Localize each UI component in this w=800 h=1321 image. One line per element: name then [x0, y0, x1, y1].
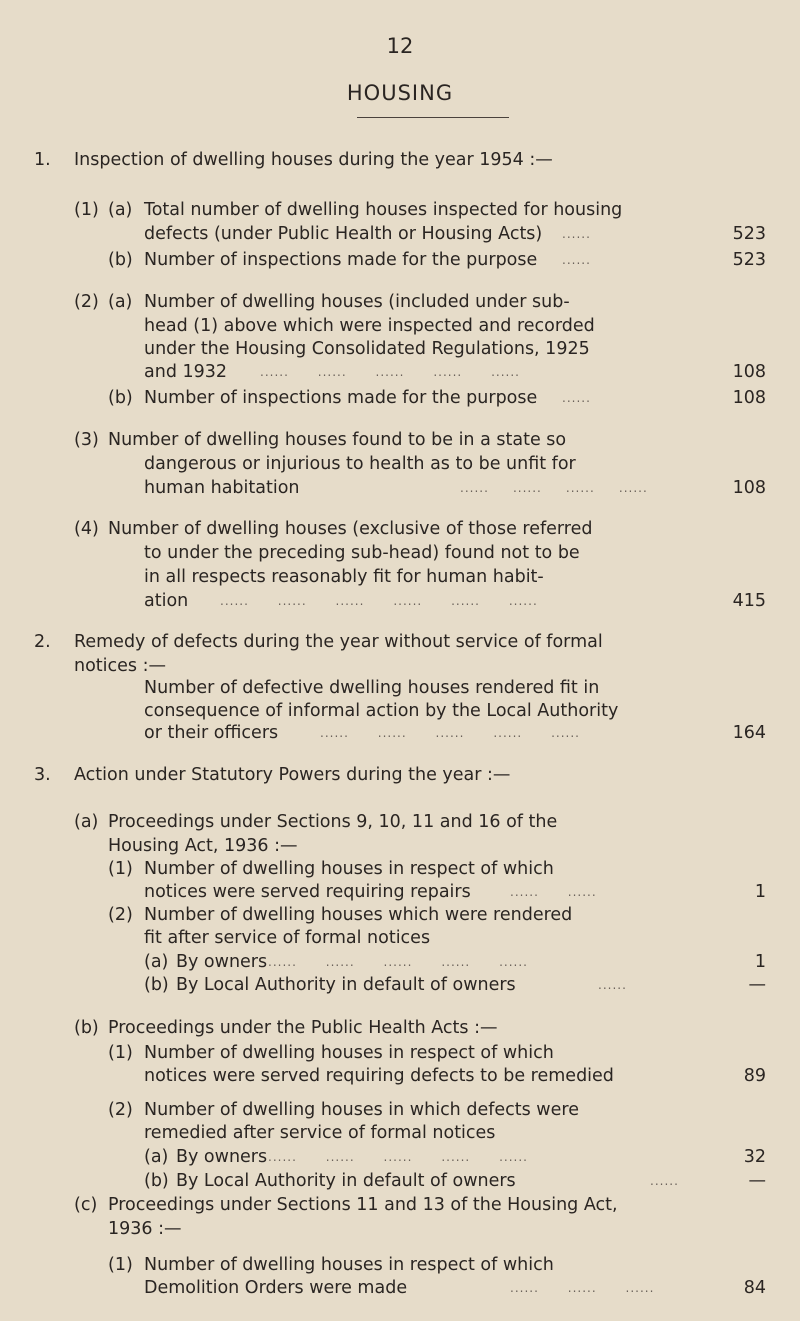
- item-value: 89: [743, 1066, 766, 1086]
- leader-dots: ...... ...... ...... ...... ......: [268, 1150, 528, 1164]
- item-label: (b): [144, 975, 169, 995]
- item-text: Number of dwelling houses which were rendered: [144, 905, 573, 925]
- item-label: (1): [108, 1255, 133, 1275]
- leader-dots: ...... ...... ......: [510, 1281, 655, 1295]
- leader-dots: ...... ...... ...... ...... ......: [260, 365, 520, 379]
- leader-dots: ...... ...... ...... ......: [460, 481, 648, 495]
- item-value: 1: [754, 882, 766, 902]
- item-label: (1): [74, 200, 99, 220]
- item-label: (a): [74, 812, 99, 832]
- item-text: Housing Act, 1936 :—: [108, 836, 298, 856]
- item-text: By Local Authority in default of owners: [176, 975, 516, 995]
- item-text: Number of inspections made for the purpose: [144, 388, 538, 408]
- item-text: ation: [144, 591, 189, 611]
- leader-dots: ......: [650, 1174, 679, 1188]
- item-label: (2): [108, 905, 133, 925]
- item-text: Number of dwelling houses (included under sub-: [144, 292, 570, 312]
- title-underline: [357, 117, 509, 118]
- item-label: (3): [74, 430, 99, 450]
- item-text: Number of dwelling houses found to be in a state so: [108, 430, 567, 450]
- item-text: Proceedings under Sections 9, 10, 11 and 16 of the: [108, 812, 558, 832]
- item-text: dangerous or injurious to health as to be unfit for: [144, 454, 576, 474]
- leader-dots: ......: [562, 253, 591, 267]
- item-text: By owners: [176, 952, 268, 972]
- section-number: 1.: [34, 150, 51, 170]
- item-text: By owners: [176, 1147, 268, 1167]
- item-label: (1): [108, 859, 133, 879]
- item-text: 1936 :—: [108, 1219, 182, 1239]
- item-value: 32: [743, 1147, 766, 1167]
- section-heading: Action under Statutory Powers during the year :—: [74, 765, 511, 785]
- item-text: in all respects reasonably fit for human habit-: [144, 567, 544, 587]
- item-label: (2): [74, 292, 99, 312]
- leader-dots: ...... ......: [510, 885, 597, 899]
- item-value: 108: [732, 388, 766, 408]
- item-text: Number of dwelling houses in respect of which: [144, 1255, 554, 1275]
- item-text: Total number of dwelling houses inspected for housing: [144, 200, 623, 220]
- item-label: (b): [144, 1171, 169, 1191]
- section-heading: Inspection of dwelling houses during the year 1954 :—: [74, 150, 553, 170]
- item-text: notices were served requiring defects to be remedied: [144, 1066, 614, 1086]
- item-text: or their officers: [144, 723, 279, 743]
- item-text: head (1) above which were inspected and recorded: [144, 316, 595, 336]
- item-value: 415: [732, 591, 766, 611]
- item-text: fit after service of formal notices: [144, 928, 431, 948]
- item-value: 523: [732, 224, 766, 244]
- item-text: remedied after service of formal notices: [144, 1123, 496, 1143]
- item-value: 108: [732, 478, 766, 498]
- item-text: Demolition Orders were made: [144, 1278, 408, 1298]
- leader-dots: ...... ...... ...... ...... ...... ......: [220, 594, 538, 608]
- item-value: 1: [754, 952, 766, 972]
- item-text: Proceedings under Sections 11 and 13 of the Housing Act,: [108, 1195, 618, 1215]
- item-label: (b): [108, 388, 133, 408]
- item-label: (a): [108, 292, 133, 312]
- section-heading: Remedy of defects during the year without service of formal: [74, 632, 603, 652]
- item-label: (4): [74, 519, 99, 539]
- section-number: 3.: [34, 765, 51, 785]
- leader-dots: ...... ...... ...... ...... ......: [268, 955, 528, 969]
- item-text: under the Housing Consolidated Regulations, 1925: [144, 339, 590, 359]
- leader-dots: ......: [562, 227, 591, 241]
- item-label: (a): [144, 1147, 169, 1167]
- item-text: to under the preceding sub-head) found not to be: [144, 543, 580, 563]
- item-text: Number of dwelling houses in respect of which: [144, 1043, 554, 1063]
- section-number: 2.: [34, 632, 51, 652]
- leader-dots: ......: [562, 391, 591, 405]
- item-value: —: [748, 975, 766, 995]
- item-text: consequence of informal action by the Local Authority: [144, 701, 619, 721]
- item-value: —: [748, 1171, 766, 1191]
- item-text: Number of dwelling houses (exclusive of those referred: [108, 519, 593, 539]
- section-heading: notices :—: [74, 656, 166, 676]
- item-label: (a): [144, 952, 169, 972]
- page-number: 12: [386, 34, 414, 58]
- item-text: human habitation: [144, 478, 300, 498]
- item-text: By Local Authority in default of owners: [176, 1171, 516, 1191]
- item-text: Proceedings under the Public Health Acts :—: [108, 1018, 498, 1038]
- item-text: notices were served requiring repairs: [144, 882, 471, 902]
- item-text: defects (under Public Health or Housing Acts): [144, 224, 543, 244]
- item-value: 523: [732, 250, 766, 270]
- item-label: (a): [108, 200, 133, 220]
- item-label: (b): [74, 1018, 99, 1038]
- page-title: HOUSING: [346, 81, 454, 105]
- item-value: 84: [743, 1278, 766, 1298]
- item-text: Number of inspections made for the purpose: [144, 250, 538, 270]
- item-label: (2): [108, 1100, 133, 1120]
- item-text: and 1932: [144, 362, 228, 382]
- item-text: Number of dwelling houses in which defects were: [144, 1100, 579, 1120]
- item-label: (c): [74, 1195, 98, 1215]
- leader-dots: ...... ...... ...... ...... ......: [320, 726, 580, 740]
- item-value: 164: [732, 723, 766, 743]
- item-label: (b): [108, 250, 133, 270]
- item-value: 108: [732, 362, 766, 382]
- item-text: Number of dwelling houses in respect of which: [144, 859, 554, 879]
- leader-dots: ......: [598, 978, 627, 992]
- item-label: (1): [108, 1043, 133, 1063]
- item-text: Number of defective dwelling houses rendered fit in: [144, 678, 600, 698]
